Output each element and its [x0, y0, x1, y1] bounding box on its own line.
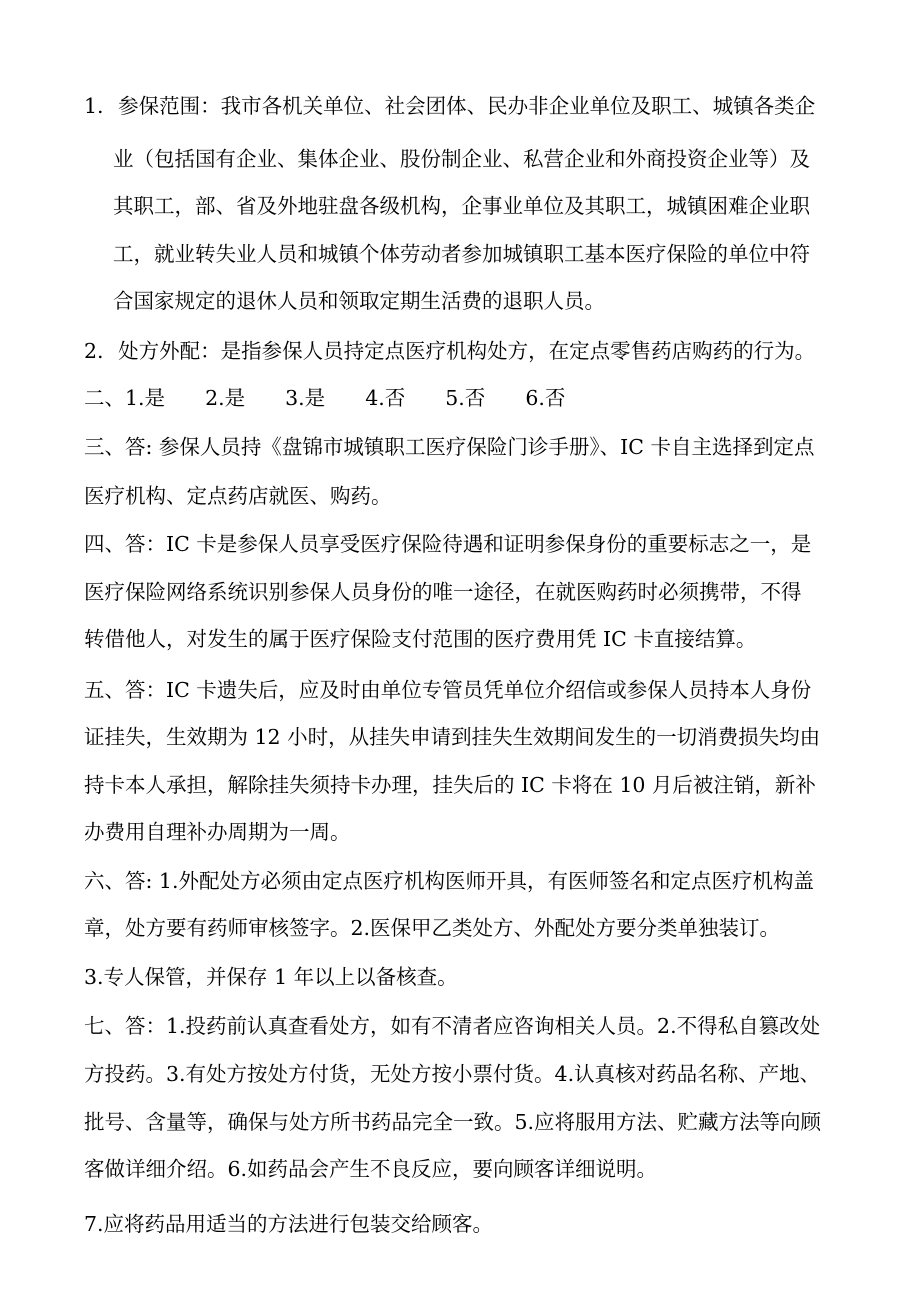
answer-1: 1.是: [125, 386, 166, 410]
section6-line-3: 3.专人保管，并保存 1 年以上以备核查。: [84, 965, 458, 989]
section5-line-1: 五、答：IC 卡遗失后，应及时由单位专管员凭单位介绍信或参保人员持本人身份: [84, 678, 812, 702]
section5-line-3: 持卡本人承担，解除挂失须持卡办理，挂失后的 IC 卡将在 10 月后被注销，新补: [84, 773, 816, 797]
section7-line-3: 批号、含量等，确保与处方所书药品完全一致。5.应将服用方法、贮藏方法等向顾: [84, 1110, 822, 1134]
section2-prefix: 二、: [84, 386, 125, 410]
section5-line-4: 办费用自理补办周期为一周。: [84, 820, 351, 844]
section7-line-5: 7.应将药品用适当的方法进行包装交给顾客。: [84, 1212, 494, 1236]
section3-line-2: 医疗机构、定点药店就医、购药。: [84, 484, 392, 508]
item1-text-1: 参保范围：我市各机关单位、社会团体、民办非企业单位及职工、城镇各类企: [118, 94, 816, 118]
item1-number: 1.: [84, 94, 104, 118]
section4-line-1: 四、答：IC 卡是参保人员享受医疗保险待遇和证明参保身份的重要标志之一，是: [84, 532, 812, 556]
section6-line-2: 章，处方要有药师审核签字。2.医保甲乙类处方、外配处方要分类单独装订。: [84, 916, 781, 940]
section3-line-1: 三、答: 参保人员持《盘锦市城镇职工医疗保险门诊手册》、IC 卡自主选择到定点: [84, 435, 815, 459]
item1-line-2: 业（包括国有企业、集体企业、股份制企业、私营企业和外商投资企业等）及: [113, 147, 810, 171]
section5-line-2: 证挂失，生效期为 12 小时，从挂失申请到挂失生效期间发生的一切消费损失均由: [84, 725, 821, 749]
section4-line-2: 医疗保险网络系统识别参保人员身份的唯一途径，在就医购药时必须携带，不得: [84, 580, 802, 604]
section7-line-4: 客做详细介绍。6.如药品会产生不良反应，要向顾客详细说明。: [84, 1157, 658, 1181]
section2-answers: [84, 384, 920, 412]
item1-line-4: 工，就业转失业人员和城镇个体劳动者参加城镇职工基本医疗保险的单位中符: [113, 242, 810, 266]
item2-number: 2.: [84, 339, 104, 363]
answer-6: 6.否: [525, 386, 566, 410]
item2-line: [84, 337, 920, 365]
section4-line-3: 转借他人，对发生的属于医疗保险支付范围的医疗费用凭 IC 卡直接结算。: [84, 627, 757, 651]
answer-4: 4.否: [365, 386, 406, 410]
answer-3: 3.是: [285, 386, 326, 410]
answer-5: 5.否: [445, 386, 486, 410]
item1-line-3: 其职工，部、省及外地驻盘各级机构，企事业单位及其职工，城镇困难企业职: [113, 194, 810, 218]
item1-line-5: 合国家规定的退休人员和领取定期生活费的退职人员。: [113, 289, 605, 313]
section7-line-1: 七、答：1.投药前认真查看处方，如有不清者应咨询相关人员。2.不得私自篡改处: [84, 1014, 821, 1038]
item2-text: 处方外配：是指参保人员持定点医疗机构处方，在定点零售药店购药的行为。: [118, 339, 816, 363]
answer-2: 2.是: [205, 386, 246, 410]
item1-line-1: [84, 92, 920, 120]
section7-line-2: 方投药。3.有处方按处方付货，无处方按小票付货。4.认真核对药品名称、产地、: [84, 1062, 821, 1086]
section6-line-1: 六、答: 1.外配处方必须由定点医疗机构医师开具，有医师签名和定点医疗机构盖: [84, 869, 814, 893]
